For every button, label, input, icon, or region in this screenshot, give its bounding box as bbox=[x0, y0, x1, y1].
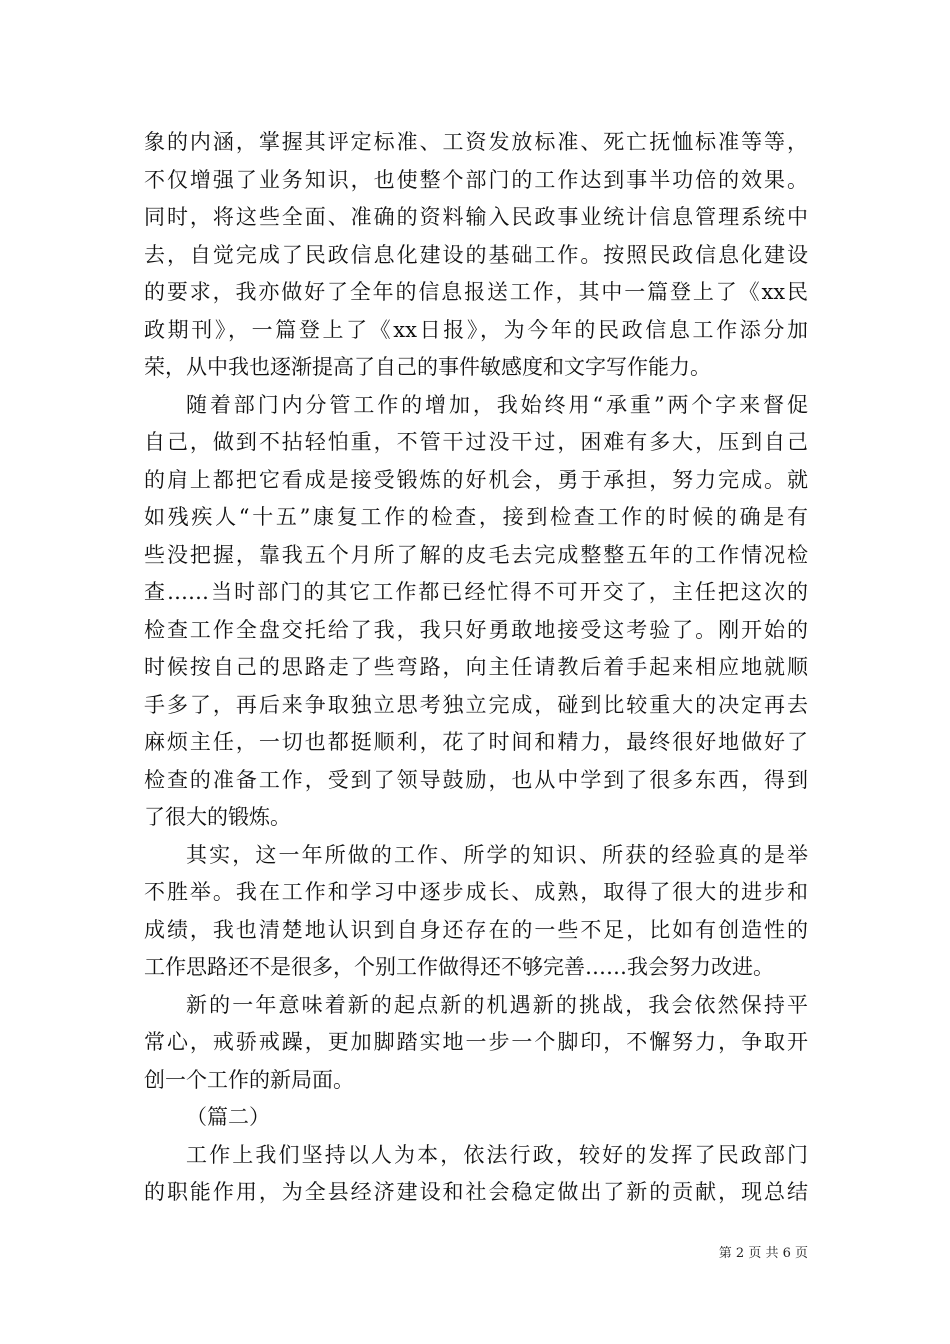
text-line: 些没把握，靠我五个月所了解的皮毛去完成整整五年的工作情况检 bbox=[144, 542, 808, 567]
text-line: 去，自觉完成了民政信息化建设的基础工作。按照民政信息化建设 bbox=[144, 242, 808, 267]
text-line: 创一个工作的新局面。 bbox=[144, 1067, 354, 1092]
text-line: 不仅增强了业务知识，也使整个部门的工作达到事半功倍的效果。 bbox=[144, 167, 808, 192]
text-line: 工作思路还不是很多，个别工作做得还不够完善……我会努力改进。 bbox=[144, 955, 774, 979]
text-line: 成绩，我也清楚地认识到自身还存在的一些不足，比如有创造性的 bbox=[144, 917, 808, 942]
text-line: 查……当时部门的其它工作都已经忙得不可开交了，主任把这次的 bbox=[144, 580, 808, 604]
text-line: 政期刊》，一篇登上了《xx日报》，为今年的民政信息工作添分加 bbox=[144, 317, 808, 342]
text-line: 麻烦主任，一切也都挺顺利，花了时间和精力，最终很好地做好了 bbox=[144, 730, 808, 754]
paragraph-first-line: 工作上我们坚持以人为本，依法行政，较好的发挥了民政部门 bbox=[186, 1142, 808, 1167]
text-line: 象的内涵，掌握其评定标准、工资发放标准、死亡抚恤标准等等， bbox=[144, 130, 808, 154]
text-line: 时候按自己的思路走了些弯路，向主任请教后着手起来相应地就顺 bbox=[144, 655, 808, 679]
text-line: 荣，从中我也逐渐提高了自己的事件敏感度和文字写作能力。 bbox=[144, 355, 711, 379]
text-line: 常心，戒骄戒躁，更加脚踏实地一步一个脚印，不懈努力，争取开 bbox=[144, 1030, 808, 1054]
text-line: 手多了，再后来争取独立思考独立完成，碰到比较重大的决定再去 bbox=[144, 692, 808, 717]
text-line: 的肩上都把它看成是接受锻炼的好机会，勇于承担，努力完成。就 bbox=[144, 467, 808, 492]
text-line: 检查工作全盘交托给了我，我只好勇敢地接受这考验了。刚开始的 bbox=[144, 617, 808, 642]
section-heading: （篇二） bbox=[186, 1105, 270, 1129]
text-line: 的职能作用，为全县经济建设和社会稳定做出了新的贡献，现总结 bbox=[144, 1180, 808, 1204]
text-line: 了很大的锻炼。 bbox=[144, 805, 291, 829]
text-line: 的要求，我亦做好了全年的信息报送工作，其中一篇登上了《xx民 bbox=[144, 280, 808, 304]
text-line: 自己，做到不拈轻怕重，不管干过没干过，困难有多大，压到自己 bbox=[144, 430, 808, 454]
paragraph-first-line: 随着部门内分管工作的增加，我始终用“承重”两个字来督促 bbox=[186, 392, 808, 417]
text-line: 如残疾人“十五”康复工作的检查，接到检查工作的时候的确是有 bbox=[144, 505, 808, 529]
page-number-footer: 第 2 页 共 6 页 bbox=[718, 1246, 808, 1261]
text-line: 同时，将这些全面、准确的资料输入民政事业统计信息管理系统中 bbox=[144, 205, 808, 229]
document-body bbox=[144, 124, 808, 1212]
text-line: 不胜举。我在工作和学习中逐步成长、成熟，取得了很大的进步和 bbox=[144, 880, 808, 904]
paragraph-first-line: 其实，这一年所做的工作、所学的知识、所获的经验真的是举 bbox=[186, 842, 808, 867]
text-line: 检查的准备工作，受到了领导鼓励，也从中学到了很多东西，得到 bbox=[144, 767, 808, 792]
paragraph-first-line: 新的一年意味着新的起点新的机遇新的挑战，我会依然保持平 bbox=[186, 992, 808, 1017]
